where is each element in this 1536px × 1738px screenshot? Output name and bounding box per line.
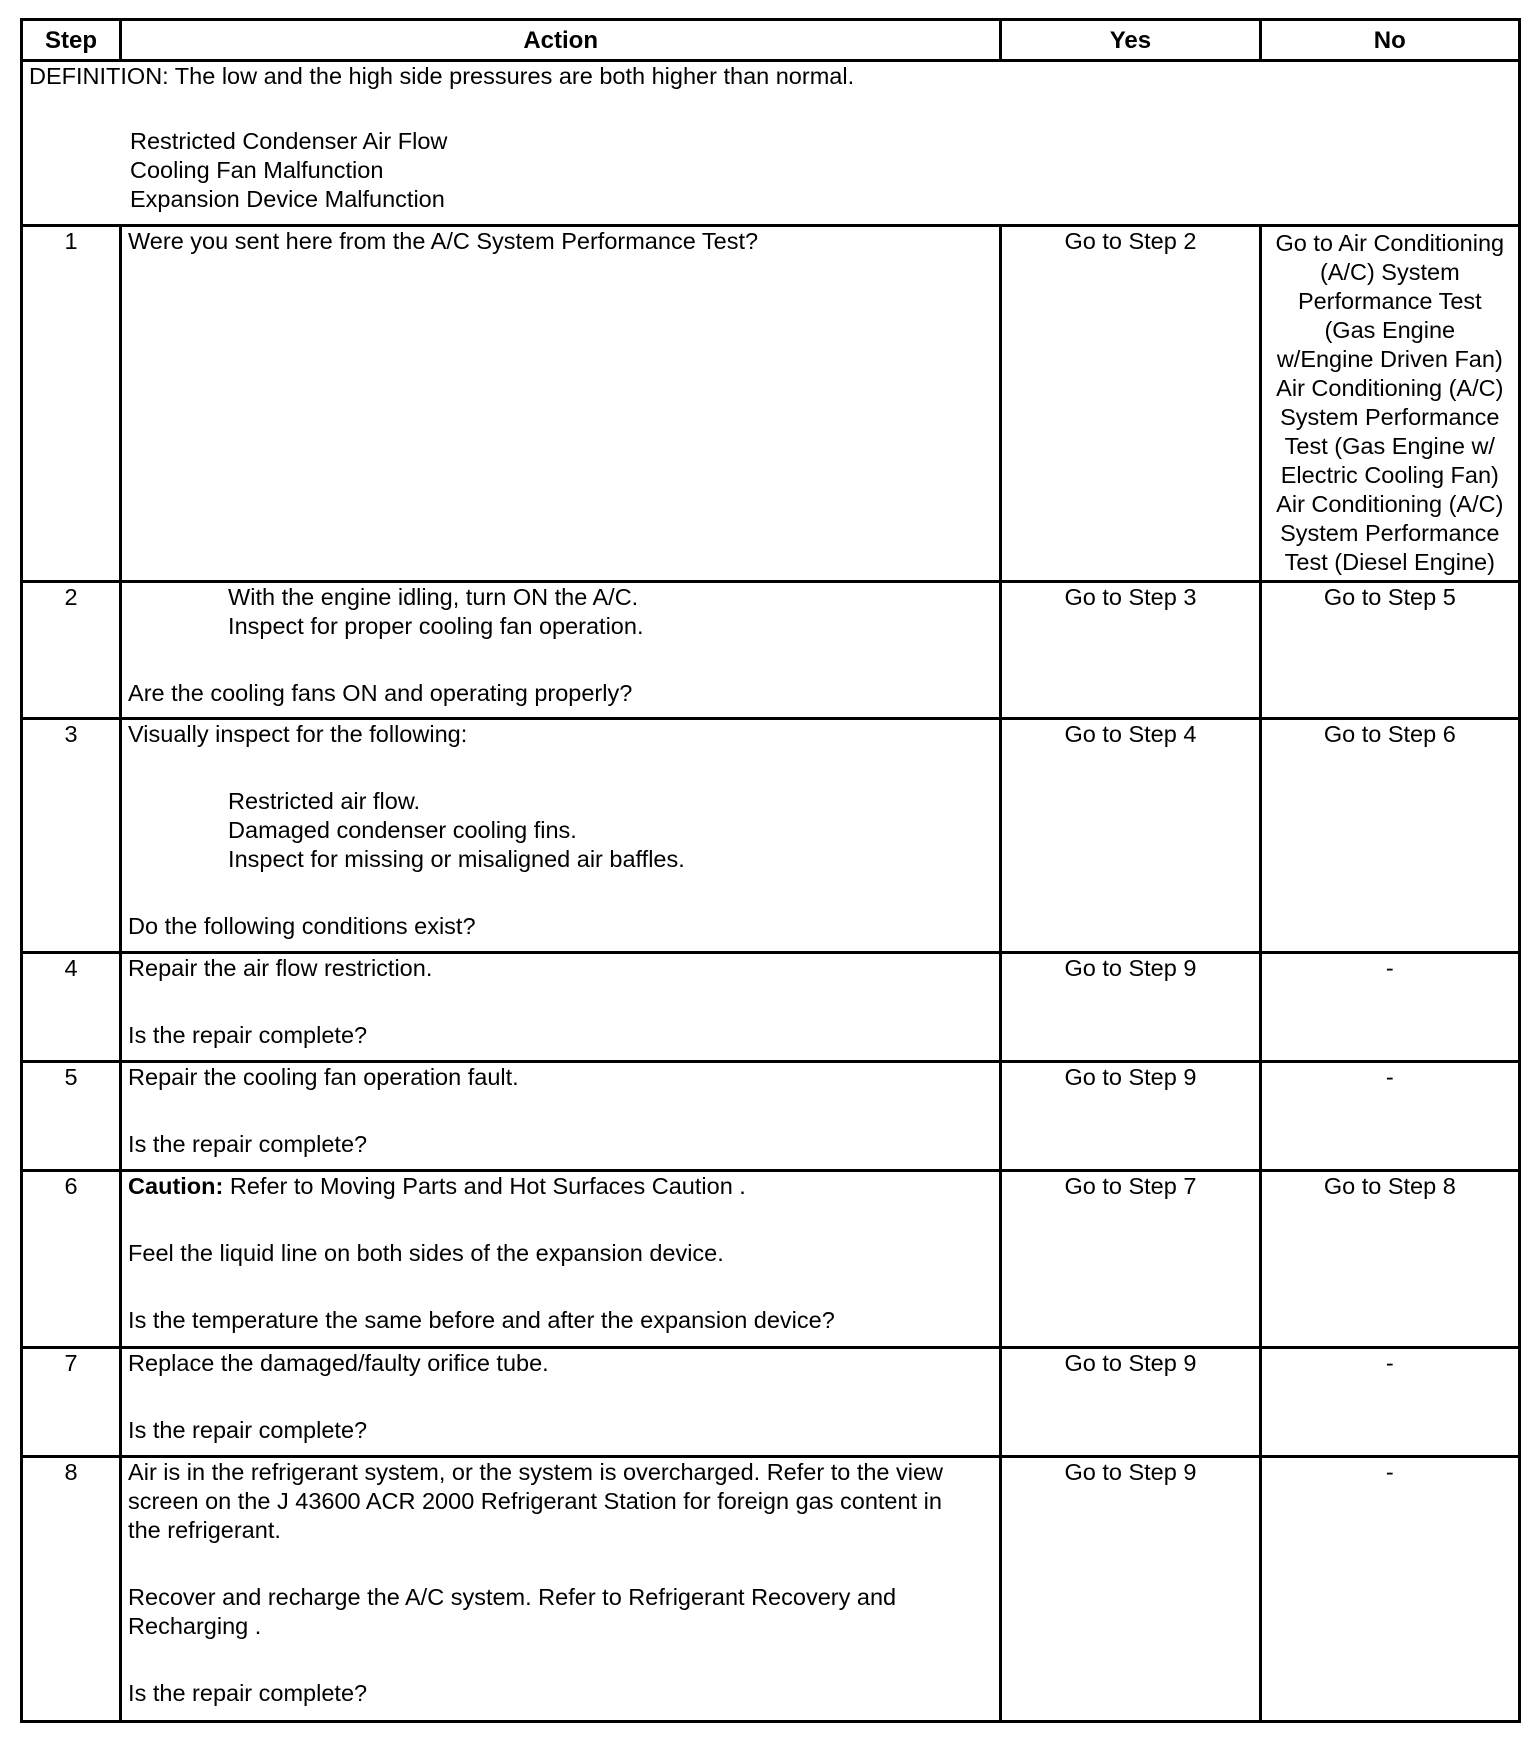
action-question: Were you sent here from the A/C System Performance Test?	[128, 228, 759, 254]
action-bullet: Damaged condenser cooling fins.	[228, 817, 577, 843]
yes-cell	[1001, 1457, 1260, 1722]
action-intro: Repair the air flow restriction.	[128, 955, 433, 981]
table-row	[22, 719, 1520, 953]
table-row	[22, 953, 1520, 1062]
action-question: Is the repair complete?	[128, 1680, 368, 1706]
no-link-line[interactable]: Test (Diesel Engine)	[1284, 549, 1495, 575]
step-number: 2	[22, 582, 121, 719]
action-cell	[121, 582, 1001, 719]
action-question: Is the repair complete?	[128, 1022, 368, 1048]
action-para-line: Air is in the refrigerant system, or the system is overcharged. Refer to the view	[128, 1459, 944, 1485]
no-link-line[interactable]: (Gas Engine	[1324, 317, 1456, 343]
yes-cell	[1001, 953, 1260, 1062]
yes-cell	[1001, 719, 1260, 953]
step-number: 1	[22, 226, 121, 582]
header-yes: Yes	[1001, 20, 1260, 61]
action-para-line[interactable]: Recover and recharge the A/C system. Refer to Refrigerant Recovery and	[128, 1584, 897, 1610]
action-intro: Replace the damaged/faulty orifice tube.	[128, 1350, 549, 1376]
yes-cell	[1001, 226, 1260, 582]
action-cell	[121, 1171, 1001, 1348]
table-row	[22, 226, 1520, 582]
action-para-line: screen on the J 43600 ACR 2000 Refrigerant Station for foreign gas content in	[128, 1488, 942, 1514]
yes-link[interactable]: Go to Step 9	[1064, 955, 1197, 981]
action-bullet: Inspect for proper cooling fan operation.	[228, 613, 644, 639]
header-row	[22, 20, 1520, 61]
action-intro: Repair the cooling fan operation fault.	[128, 1064, 519, 1090]
action-cell	[121, 1457, 1001, 1722]
caution-label: Caution:	[128, 1173, 224, 1199]
no-cell	[1260, 1457, 1519, 1722]
no-link-line[interactable]: Air Conditioning (A/C)	[1276, 491, 1504, 517]
header-action: Action	[121, 20, 1001, 61]
definition-row	[22, 61, 1520, 226]
definition-cause: Cooling Fan Malfunction	[130, 157, 384, 183]
table-row	[22, 1457, 1520, 1722]
caution-line	[128, 1172, 993, 1201]
no-link-line[interactable]: Air Conditioning (A/C)	[1276, 375, 1504, 401]
action-question: Do the following conditions exist?	[128, 913, 476, 939]
no-link[interactable]: Go to Step 8	[1323, 1173, 1456, 1199]
caution-text[interactable]: Refer to Moving Parts and Hot Surfaces Caution .	[223, 1173, 746, 1199]
step-number: 8	[22, 1457, 121, 1722]
action-question: Are the cooling fans ON and operating properly?	[128, 680, 633, 706]
no-cell	[1260, 953, 1519, 1062]
definition-cause: Expansion Device Malfunction	[130, 186, 445, 212]
action-cell	[121, 226, 1001, 582]
no-cell	[1260, 226, 1519, 582]
table-row	[22, 1171, 1520, 1348]
no-link-line[interactable]: System Performance	[1280, 404, 1500, 430]
no-cell	[1260, 1348, 1519, 1457]
table-row	[22, 582, 1520, 719]
yes-link[interactable]: Go to Step 9	[1064, 1064, 1197, 1090]
no-link-line[interactable]: Electric Cooling Fan)	[1280, 462, 1499, 488]
step-number: 4	[22, 953, 121, 1062]
no-link-line[interactable]: w/Engine Driven Fan)	[1276, 346, 1503, 372]
yes-cell	[1001, 1171, 1260, 1348]
action-cell	[121, 1348, 1001, 1457]
yes-cell	[1001, 582, 1260, 719]
no-link-line[interactable]: Performance Test	[1297, 288, 1482, 314]
action-bullet: Inspect for missing or misaligned air baffles.	[228, 846, 685, 872]
no-cell	[1260, 1171, 1519, 1348]
no-link-line[interactable]: (A/C) System	[1319, 259, 1460, 285]
definition-cell	[22, 61, 1520, 226]
no-link[interactable]: Go to Step 5	[1323, 584, 1456, 610]
step-number: 7	[22, 1348, 121, 1457]
action-cell	[121, 953, 1001, 1062]
no-cell	[1260, 719, 1519, 953]
action-para-line: the refrigerant.	[128, 1517, 281, 1543]
no-link-line[interactable]: System Performance	[1280, 520, 1500, 546]
step-number: 6	[22, 1171, 121, 1348]
action-question: Is the repair complete?	[128, 1131, 368, 1157]
header-no: No	[1260, 20, 1519, 61]
action-bullet: Restricted air flow.	[228, 788, 421, 814]
definition-cause: Restricted Condenser Air Flow	[130, 128, 448, 154]
no-link[interactable]: Go to Step 6	[1323, 721, 1456, 747]
no-link-line[interactable]: Go to Air Conditioning	[1275, 230, 1505, 256]
step-number: 5	[22, 1062, 121, 1171]
action-cell	[121, 719, 1001, 953]
table-row	[22, 1348, 1520, 1457]
action-bullet: With the engine idling, turn ON the A/C.	[228, 584, 639, 610]
yes-cell	[1001, 1062, 1260, 1171]
no-value: -	[1385, 955, 1394, 981]
header-step: Step	[22, 20, 121, 61]
diagnostic-table	[20, 18, 1521, 1723]
no-link-line[interactable]: Test (Gas Engine w/	[1284, 433, 1495, 459]
action-cell	[121, 1062, 1001, 1171]
action-para-line[interactable]: Recharging .	[128, 1613, 262, 1639]
yes-cell	[1001, 1348, 1260, 1457]
yes-link[interactable]: Go to Step 3	[1064, 584, 1197, 610]
yes-link[interactable]: Go to Step 4	[1064, 721, 1197, 747]
no-cell	[1260, 582, 1519, 719]
yes-link[interactable]: Go to Step 9	[1064, 1350, 1197, 1376]
no-value: -	[1385, 1459, 1394, 1485]
table-row	[22, 1062, 1520, 1171]
yes-link[interactable]: Go to Step 2	[1064, 228, 1197, 254]
action-intro: Visually inspect for the following:	[128, 721, 468, 747]
no-value: -	[1385, 1350, 1394, 1376]
step-number: 3	[22, 719, 121, 953]
no-value: -	[1385, 1064, 1394, 1090]
definition-text: DEFINITION: The low and the high side pressures are both higher than normal.	[29, 63, 855, 89]
yes-link[interactable]: Go to Step 7	[1064, 1173, 1197, 1199]
action-question: Is the repair complete?	[128, 1417, 368, 1443]
no-cell	[1260, 1062, 1519, 1171]
action-question: Is the temperature the same before and after the expansion device?	[128, 1307, 835, 1333]
action-body: Feel the liquid line on both sides of the expansion device.	[128, 1240, 724, 1266]
yes-link[interactable]: Go to Step 9	[1064, 1459, 1197, 1485]
